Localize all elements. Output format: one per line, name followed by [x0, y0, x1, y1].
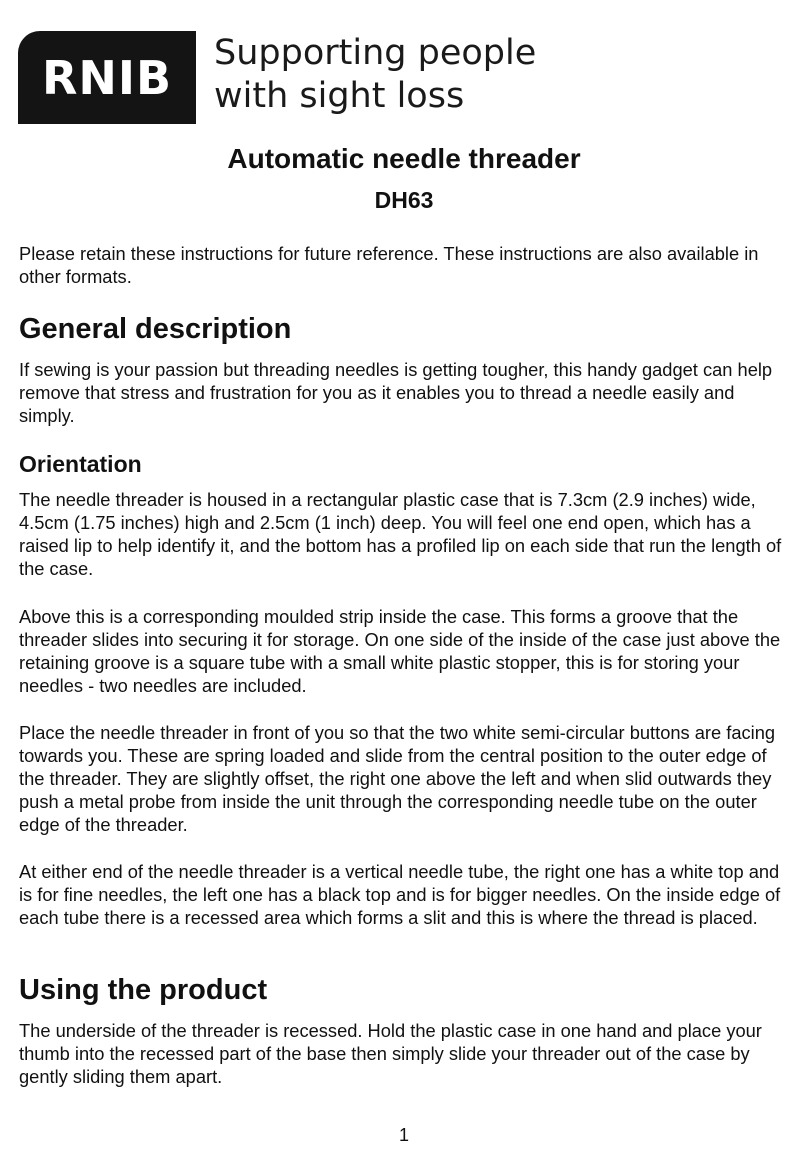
- section-heading-orientation: Orientation: [19, 451, 142, 477]
- intro-paragraph: Please retain these instructions for future reference. These instructions are also available in other formats.: [19, 243, 759, 287]
- document-title: Automatic needle threader: [227, 143, 581, 174]
- section-heading-general: General description: [19, 313, 292, 345]
- using-paragraph: The underside of the threader is recessed. Hold the plastic case in one hand and place your thumb into the recessed part of the base then simply slide your threader out of the case by gently sliding them apart.: [19, 1020, 762, 1087]
- orientation-paragraph-3: Place the needle threader in front of you so that the two white semi-circular buttons are facing towards you. These are spring loaded and slide from the central position to the outer edge of the threader. They are slightly offset, the right one above the left and when slid outwards they push a metal probe from inside the unit through the corresponding needle tube on the outer edge of the threader.: [19, 722, 776, 835]
- section-heading-using: Using the product: [19, 974, 268, 1006]
- tagline-line-2: with sight loss: [214, 76, 465, 116]
- orientation-paragraph-1: The needle threader is housed in a rectangular plastic case that is 7.3cm (2.9 inches) wide, 4.5cm (1.75 inches) high and 2.5cm (1 inch) deep. You will feel one end open, which has a raised lip to help identify it, and the bottom has a profiled lip on each side that run the length of the case.: [19, 489, 782, 579]
- logo-text: RNIB: [41, 50, 173, 105]
- general-paragraph: If sewing is your passion but threading needles is getting tougher, this handy gadget can help remove that stress and frustration for you as it enables you to thread a needle easily and simply.: [19, 359, 773, 426]
- model-number: DH63: [374, 187, 434, 213]
- orientation-paragraph-4: At either end of the needle threader is a vertical needle tube, the right one has a white top and is for fine needles, the left one has a black top and is for bigger needles. On the inside edge of each tube there is a recessed area which forms a slit and this is where the thread is placed.: [19, 861, 781, 928]
- logo-tagline: [214, 32, 634, 118]
- rnib-logo: [18, 31, 196, 124]
- tagline-line-1: Supporting people: [214, 33, 537, 73]
- orientation-paragraph-2: Above this is a corresponding moulded strip inside the case. This forms a groove that the threader slides into securing it for storage. On one side of the inside of the case just above the retaining groove is a square tube with a small white plastic stopper, this is for storing your needles - two needles are included.: [19, 606, 781, 696]
- page-number: 1: [398, 1125, 409, 1145]
